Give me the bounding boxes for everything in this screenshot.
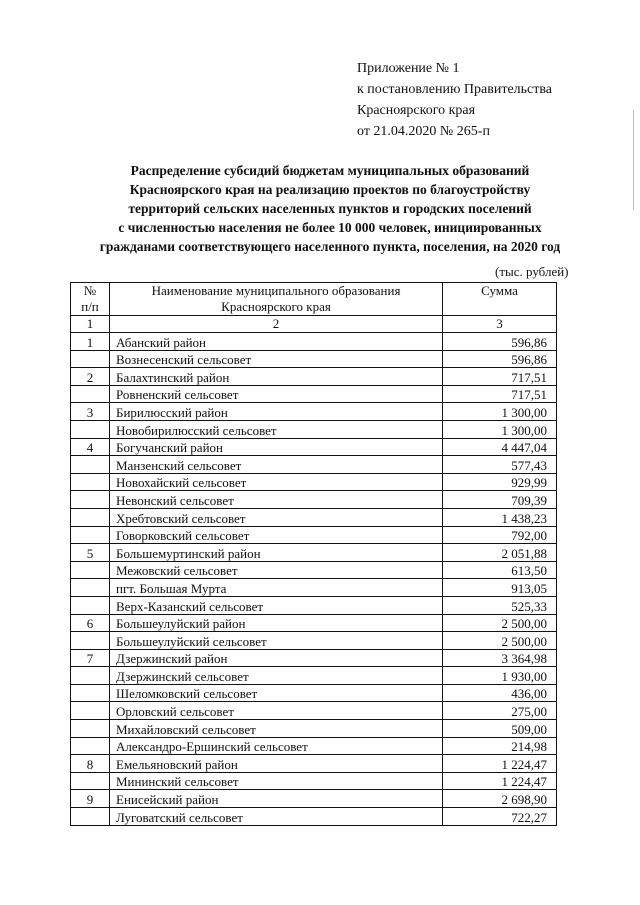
row-sum: 929,99 [443, 473, 557, 491]
row-sum: 1 300,00 [443, 403, 557, 421]
row-sum: 436,00 [443, 684, 557, 702]
row-number [71, 456, 110, 474]
header-sum: Сумма [443, 283, 557, 316]
row-sum: 2 500,00 [443, 632, 557, 650]
row-sum: 2 500,00 [443, 614, 557, 632]
row-number [71, 526, 110, 544]
row-number [71, 667, 110, 685]
row-name: Большемуртинский район [110, 544, 443, 562]
row-name: Дзержинский район [110, 649, 443, 667]
row-number [71, 561, 110, 579]
table-row [71, 755, 557, 773]
row-sum: 214,98 [443, 737, 557, 755]
row-name: пгт. Большая Мурта [110, 579, 443, 597]
row-name: Орловский сельсовет [110, 702, 443, 720]
row-number [71, 579, 110, 597]
appendix-resolution: к постановлению Правительства [357, 82, 553, 97]
row-number [71, 684, 110, 702]
header-name-line2: Красноярского края [221, 299, 331, 314]
row-sum: 2 051,88 [443, 544, 557, 562]
appendix-region: Красноярского края [357, 103, 476, 118]
title-line: гражданами соответствующего населенного пункта, поселения, на 2020 год [99, 239, 561, 254]
document-title [60, 161, 600, 256]
header-name-line1: Наименование муниципального образования [151, 283, 401, 298]
row-name: Межовский сельсовет [110, 561, 443, 579]
appendix-date: от 21.04.2020 № 265-п [357, 124, 490, 139]
header-number [71, 283, 110, 316]
appendix-block [357, 58, 552, 142]
row-sum: 792,00 [443, 526, 557, 544]
table-row [71, 790, 557, 808]
row-number: 8 [71, 755, 110, 773]
header-number-line1: № [83, 283, 97, 298]
table-row [71, 649, 557, 667]
row-number [71, 772, 110, 790]
row-name: Хребтовский сельсовет [110, 508, 443, 526]
row-number: 3 [71, 403, 110, 421]
column-number: 2 [110, 316, 443, 333]
row-name: Михайловский сельсовет [110, 720, 443, 738]
row-sum: 509,00 [443, 720, 557, 738]
table-row [71, 385, 557, 403]
row-number [71, 720, 110, 738]
row-sum: 596,86 [443, 333, 557, 351]
row-number [71, 508, 110, 526]
row-sum: 613,50 [443, 561, 557, 579]
row-name: Балахтинский район [110, 368, 443, 386]
header-row [71, 283, 557, 316]
table-row [71, 684, 557, 702]
row-name: Абанский район [110, 333, 443, 351]
row-number [71, 420, 110, 438]
row-name: Большеулуйский сельсовет [110, 632, 443, 650]
row-sum: 1 224,47 [443, 772, 557, 790]
row-number: 4 [71, 438, 110, 456]
table-row [71, 420, 557, 438]
table-row [71, 614, 557, 632]
row-number: 6 [71, 614, 110, 632]
table-row [71, 350, 557, 368]
row-number [71, 632, 110, 650]
table-row [71, 737, 557, 755]
table-row [71, 526, 557, 544]
row-sum: 275,00 [443, 702, 557, 720]
row-sum: 717,51 [443, 385, 557, 403]
row-sum: 913,05 [443, 579, 557, 597]
table-row [71, 473, 557, 491]
row-name: Емельяновский район [110, 755, 443, 773]
row-sum: 525,33 [443, 596, 557, 614]
row-sum: 3 364,98 [443, 649, 557, 667]
row-number [71, 473, 110, 491]
title-line: с численностью населения не более 10 000 человек, инициированных [118, 220, 542, 235]
table-row [71, 438, 557, 456]
table-row [71, 702, 557, 720]
table-row [71, 720, 557, 738]
title-line: территорий сельских населенных пунктов и городских поселений [128, 201, 532, 216]
table-row [71, 491, 557, 509]
row-sum: 1 300,00 [443, 420, 557, 438]
row-name: Верх-Казанский сельсовет [110, 596, 443, 614]
row-name: Луговатский сельсовет [110, 808, 443, 826]
table-row [71, 456, 557, 474]
header-name [110, 283, 443, 316]
row-sum: 1 224,47 [443, 755, 557, 773]
header-number-line2: п/п [81, 299, 99, 314]
title-line: Распределение субсидий бюджетам муниципальных образований [130, 163, 530, 178]
row-number [71, 702, 110, 720]
subsidy-table [70, 282, 557, 826]
row-name: Невонский сельсовет [110, 491, 443, 509]
row-sum: 577,43 [443, 456, 557, 474]
row-sum: 596,86 [443, 350, 557, 368]
table-row [71, 561, 557, 579]
row-sum: 717,51 [443, 368, 557, 386]
row-name: Манзенский сельсовет [110, 456, 443, 474]
row-name: Мининский сельсовет [110, 772, 443, 790]
row-name: Богучанский район [110, 438, 443, 456]
row-name: Шеломковский сельсовет [110, 684, 443, 702]
row-sum: 4 447,04 [443, 438, 557, 456]
row-name: Бирилюсский район [110, 403, 443, 421]
row-sum: 1 930,00 [443, 667, 557, 685]
row-name: Дзержинский сельсовет [110, 667, 443, 685]
table-body [71, 333, 557, 826]
row-number [71, 808, 110, 826]
row-number [71, 596, 110, 614]
row-number [71, 350, 110, 368]
table-row [71, 772, 557, 790]
row-sum: 722,27 [443, 808, 557, 826]
row-name: Новобирилюсский сельсовет [110, 420, 443, 438]
table-row [71, 632, 557, 650]
appendix-number: Приложение № 1 [357, 61, 460, 76]
row-sum: 2 698,90 [443, 790, 557, 808]
title-line: Красноярского края на реализацию проектов по благоустройству [129, 182, 531, 197]
column-number: 1 [71, 316, 110, 333]
table-row [71, 403, 557, 421]
table-row [71, 579, 557, 597]
row-name: Говорковский сельсовет [110, 526, 443, 544]
table-row [71, 667, 557, 685]
row-number [71, 737, 110, 755]
row-name: Вознесенский сельсовет [110, 350, 443, 368]
table-row [71, 368, 557, 386]
row-name: Новохайский сельсовет [110, 473, 443, 491]
table-row [71, 808, 557, 826]
table-row [71, 596, 557, 614]
row-sum: 709,39 [443, 491, 557, 509]
table-header [71, 283, 557, 333]
row-number: 9 [71, 790, 110, 808]
unit-label: (тыс. рублей) [495, 264, 569, 279]
row-number: 1 [71, 333, 110, 351]
row-name: Александро-Ершинский сельсовет [110, 737, 443, 755]
row-number [71, 491, 110, 509]
row-number [71, 385, 110, 403]
row-sum: 1 438,23 [443, 508, 557, 526]
scan-edge-line [633, 110, 634, 210]
row-name: Енисейский район [110, 790, 443, 808]
table-row [71, 333, 557, 351]
column-number: 3 [443, 316, 557, 333]
column-numbers-row [71, 316, 557, 333]
row-name: Большеулуйский район [110, 614, 443, 632]
row-number: 7 [71, 649, 110, 667]
table-row [71, 508, 557, 526]
row-number: 5 [71, 544, 110, 562]
row-name: Ровненский сельсовет [110, 385, 443, 403]
row-number: 2 [71, 368, 110, 386]
table-row [71, 544, 557, 562]
